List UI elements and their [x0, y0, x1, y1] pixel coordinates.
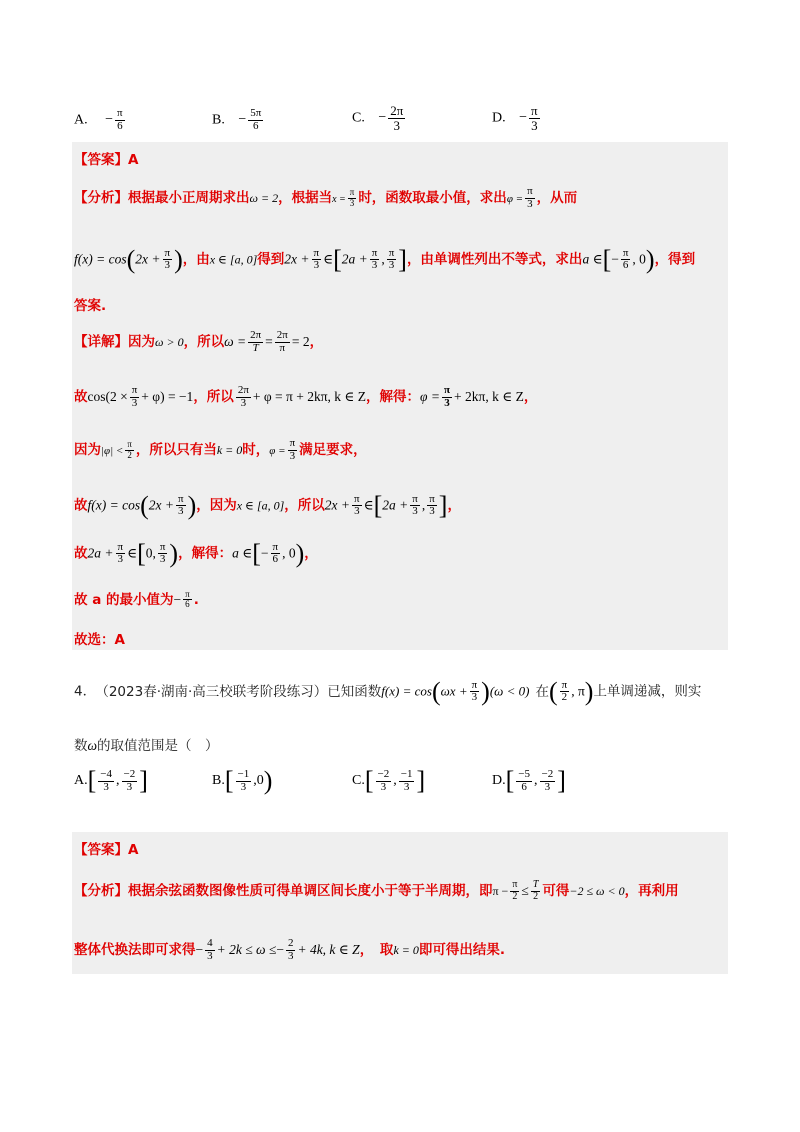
q3-detail-line2: 故cos(2 × $\frac{\pi}{3}$ + φ) = −1，所以 $\frac{2\pi}{3}$ + φ = π + 2kπ, k ∈ Z，解得：φ = $\frac{\pi}{3}$ + 2kπ, k ∈ Z， — [74, 384, 538, 409]
q3-analysis-line2: f(x) = cos(2x + $\frac{\pi}{3}$ )，由x ∈ [a, 0]得到2x + $\frac{\pi}{3}$ ∈[2a + $\frac{\pi}{3}$ , $\frac{\pi}{3}$ ]，由单调性列出不等式，求出a ∈[− $\frac{\pi}{6}$ , 0)，得到 — [74, 245, 696, 274]
q4-stem-line2: 数ω的取值范围是（ ） — [74, 738, 219, 754]
q4-stem-line1: 4． （2023春·湖南·高三校联考阶段练习）已知函数f(x) = cos(ωx + $\frac{\pi}{3}$ )(ω < 0) 在( $\frac{\pi}{2}$ , π)上单调递减，则实 — [74, 677, 702, 706]
q3-answer: 【答案】A — [74, 152, 139, 168]
q3-analysis-line1: 【分析】根据最小正周期求出ω = 2，根据当x = $\frac{\pi}{3}$ 时，函数取最小值，求出φ = $\frac{\pi}{3}$ ，从而 — [74, 185, 578, 210]
q4-analysis-line1: 【分析】根据余弦函数图像性质可得单调区间长度小于等于半周期，即π − $\frac{\pi}{2}$ ≤ $\frac{T}{2}$ 可得−2 ≤ ω < 0，再利用 — [74, 879, 679, 902]
q4-option-d: D.[ $\frac{-5}{6}$ , $\frac{-2}{3}$ ] — [492, 766, 566, 795]
q3-detail-line3: 因为|φ| < $\frac{\pi}{2}$ ，所以只有当k = 0时，φ = $\frac{\pi}{3}$ 满足要求， — [74, 437, 367, 462]
q3-detail-line6: 故 a 的最小值为− $\frac{\pi}{6}$ . — [74, 589, 199, 610]
q3-analysis-line3: 答案. — [74, 298, 107, 314]
q3-option-c: C. − $\frac{2\pi}{3}$ — [352, 103, 404, 133]
q4-option-c: C.[ $\frac{-2}{3}$ , $\frac{-1}{3}$ ] — [352, 766, 426, 795]
q3-option-d: D. − $\frac{\pi}{3}$ — [492, 103, 538, 133]
q4-option-a: A.[ $\frac{-4}{3}$ , $\frac{-2}{3}$ ] — [74, 766, 148, 795]
q4-option-b: B.[ $\frac{-1}{3}$ ,0) — [212, 766, 273, 795]
q4-analysis-line2: 整体代换法即可求得− $\frac{4}{3}$ + 2k ≤ ω ≤− $\frac{2}{3}$ + 4k, k ∈ Z， 取k = 0即可得出结果. — [74, 937, 506, 962]
q3-choose: 故选：A — [74, 632, 125, 648]
q3-detail-line1: 【详解】因为ω > 0，所以ω = $\frac{2\pi}{T}$ = $\frac{2\pi}{\pi}$ = 2， — [74, 329, 324, 354]
q3-option-b: B. − $\frac{5\pi}{6}$ — [212, 107, 262, 132]
q3-detail-line4: 故f(x) = cos(2x + $\frac{\pi}{3}$ )，因为x ∈ [a, 0]，所以2x + $\frac{\pi}{3}$ ∈[2a + $\frac{\pi}{3}$ , $\frac{\pi}{3}$ ]， — [74, 491, 461, 520]
q4-answer: 【答案】A — [74, 842, 139, 858]
q3-detail-line5: 故2a + $\frac{\pi}{3}$ ∈[0, $\frac{\pi}{3}$ )，解得：a ∈[− $\frac{\pi}{6}$ , 0)， — [74, 539, 318, 568]
q3-option-a: A. − $\frac{\pi}{6}$ — [74, 107, 123, 132]
